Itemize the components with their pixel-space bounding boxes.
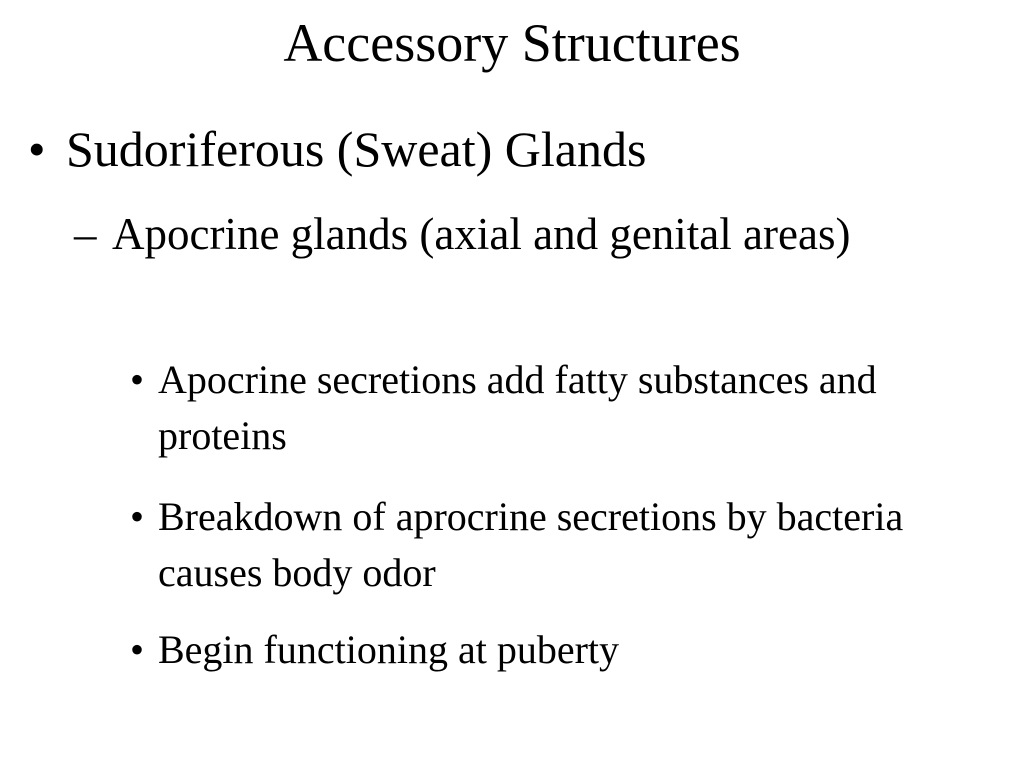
bullet-text: Sudoriferous (Sweat) Glands bbox=[66, 121, 647, 177]
bullet-level-1 bbox=[28, 118, 988, 180]
bullet-level-3 bbox=[130, 489, 1010, 601]
bullet-marker: • bbox=[28, 121, 46, 177]
bullet-text: Breakdown of aprocrine secretions by bacteria causes body odor bbox=[158, 494, 904, 595]
bullet-level-2 bbox=[74, 205, 934, 264]
bullet-marker: • bbox=[130, 357, 145, 402]
bullet-text: Apocrine secretions add fatty substances and proteins bbox=[158, 357, 877, 458]
bullet-level-3 bbox=[130, 622, 1010, 678]
bullet-text: Apocrine glands (axial and genital areas) bbox=[112, 209, 851, 259]
slide-title: Accessory Structures bbox=[283, 13, 741, 73]
bullet-marker: • bbox=[130, 627, 145, 672]
bullet-text: Begin functioning at puberty bbox=[158, 627, 620, 672]
bullet-marker: • bbox=[130, 494, 145, 539]
bullet-level-3 bbox=[130, 352, 1010, 464]
dash-marker: – bbox=[74, 209, 97, 259]
